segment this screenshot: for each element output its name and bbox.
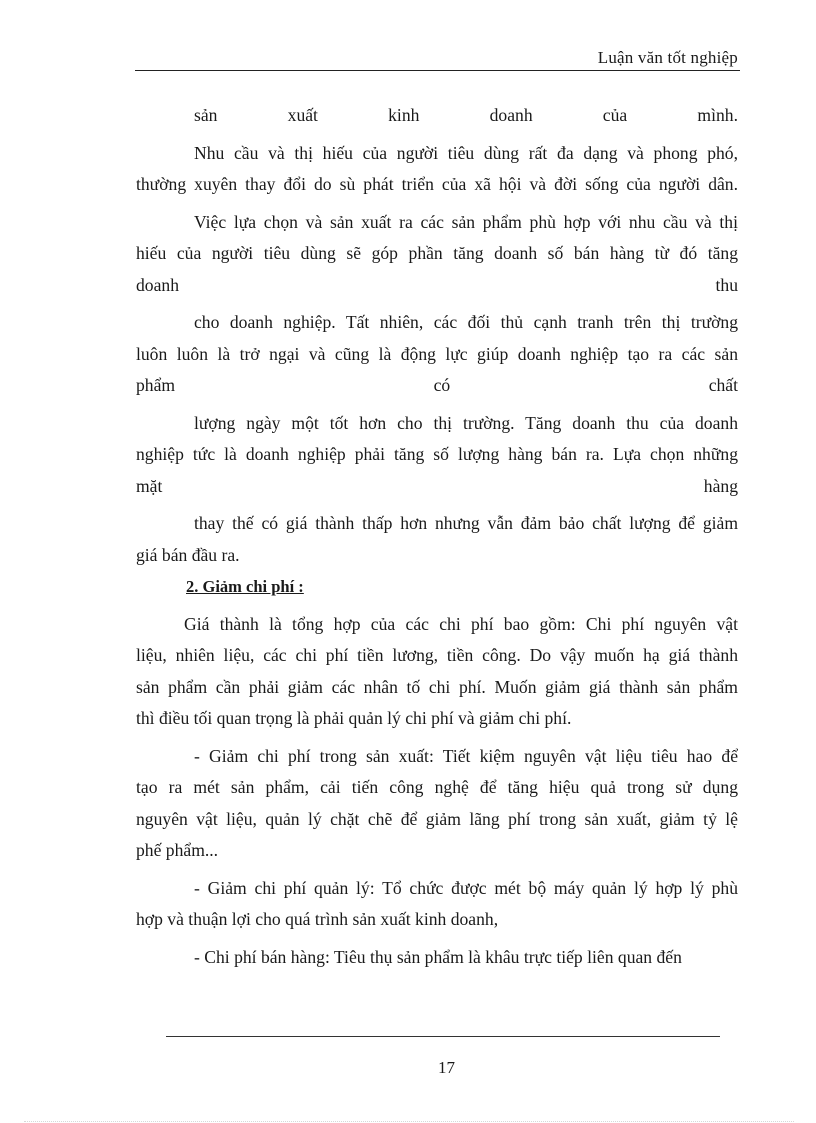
page-number: 17 bbox=[438, 1058, 455, 1077]
footer-rule bbox=[166, 1036, 720, 1037]
text-line: hợp và thuận lợi cho quá trình sản xuất kinh doanh, bbox=[136, 909, 499, 929]
text-line: nguyên vật liệu, quản lý chặt chẽ để giảm lãng phí trong sản xuất, giảm tỷ lệ bbox=[136, 808, 738, 829]
text-line: tạo ra mét sản phẩm, cải tiến công nghệ để tăng hiệu quả trong sử dụng bbox=[136, 777, 738, 797]
text-line: phẩm có chất bbox=[136, 375, 738, 395]
page-edge bbox=[24, 1121, 794, 1122]
text-line: Nhu cầu và thị hiếu của người tiêu dùng rất đa dạng và phong phó, bbox=[194, 142, 738, 163]
text-line: cho doanh nghiệp. Tất nhiên, các đối thủ cạnh tranh trên thị trường bbox=[194, 312, 738, 332]
text-line: giá bán đầu ra. bbox=[136, 544, 240, 565]
text-line: doanh thu bbox=[136, 274, 738, 295]
text-line: thường xuyên thay đổi do sù phát triển của xã hội và đời sống của người dân. bbox=[136, 174, 738, 194]
document-body bbox=[136, 100, 738, 973]
text-line: Giá thành là tổng hợp của các chi phí bao gồm: Chi phí nguyên vật bbox=[184, 613, 738, 634]
section-heading: 2. Giảm chi phí : bbox=[186, 577, 304, 596]
text-line: hiếu của người tiêu dùng sẽ góp phần tăng doanh số bán hàng từ đó tăng bbox=[136, 243, 738, 263]
text-line: sản xuất kinh doanh của mình. bbox=[194, 105, 738, 125]
text-line: sản phẩm cần phải giảm các nhân tố chi phí. Muốn giảm giá thành sản phẩm bbox=[136, 676, 738, 697]
text-line: thay thế có giá thành thấp hơn nhưng vẫn đảm bảo chất lượng để giảm bbox=[194, 513, 738, 533]
text-line: - Chi phí bán hàng: Tiêu thụ sản phẩm là khâu trực tiếp liên quan đến bbox=[194, 946, 682, 967]
text-line: luôn luôn là trở ngại và cũng là động lực giúp doanh nghiệp tạo ra các sản bbox=[136, 343, 738, 364]
header-rule bbox=[135, 70, 740, 71]
text-line: phế phẩm... bbox=[136, 840, 219, 860]
text-line: liệu, nhiên liệu, các chi phí tiền lương, tiền công. Do vậy muốn hạ giá thành bbox=[136, 645, 738, 665]
text-line: lượng ngày một tốt hơn cho thị trường. Tăng doanh thu của doanh bbox=[194, 412, 738, 433]
text-line: nghiệp tức là doanh nghiệp phải tăng số lượng hàng bán ra. Lựa chọn những bbox=[136, 444, 738, 464]
text-line: thì điều tối quan trọng là phải quản lý chi phí và giảm chi phí. bbox=[136, 708, 572, 728]
text-line: - Giảm chi phí trong sản xuất: Tiết kiệm nguyên vật liệu tiêu hao để bbox=[194, 745, 738, 766]
text-line: mặt hàng bbox=[136, 475, 738, 496]
text-line: Việc lựa chọn và sản xuất ra các sản phẩm phù hợp với nhu cầu và thị bbox=[194, 211, 738, 232]
running-header-title: Luận văn tốt nghiệp bbox=[597, 48, 738, 67]
text-line: - Giảm chi phí quản lý: Tổ chức được mét bộ máy quản lý hợp lý phù bbox=[194, 877, 738, 898]
